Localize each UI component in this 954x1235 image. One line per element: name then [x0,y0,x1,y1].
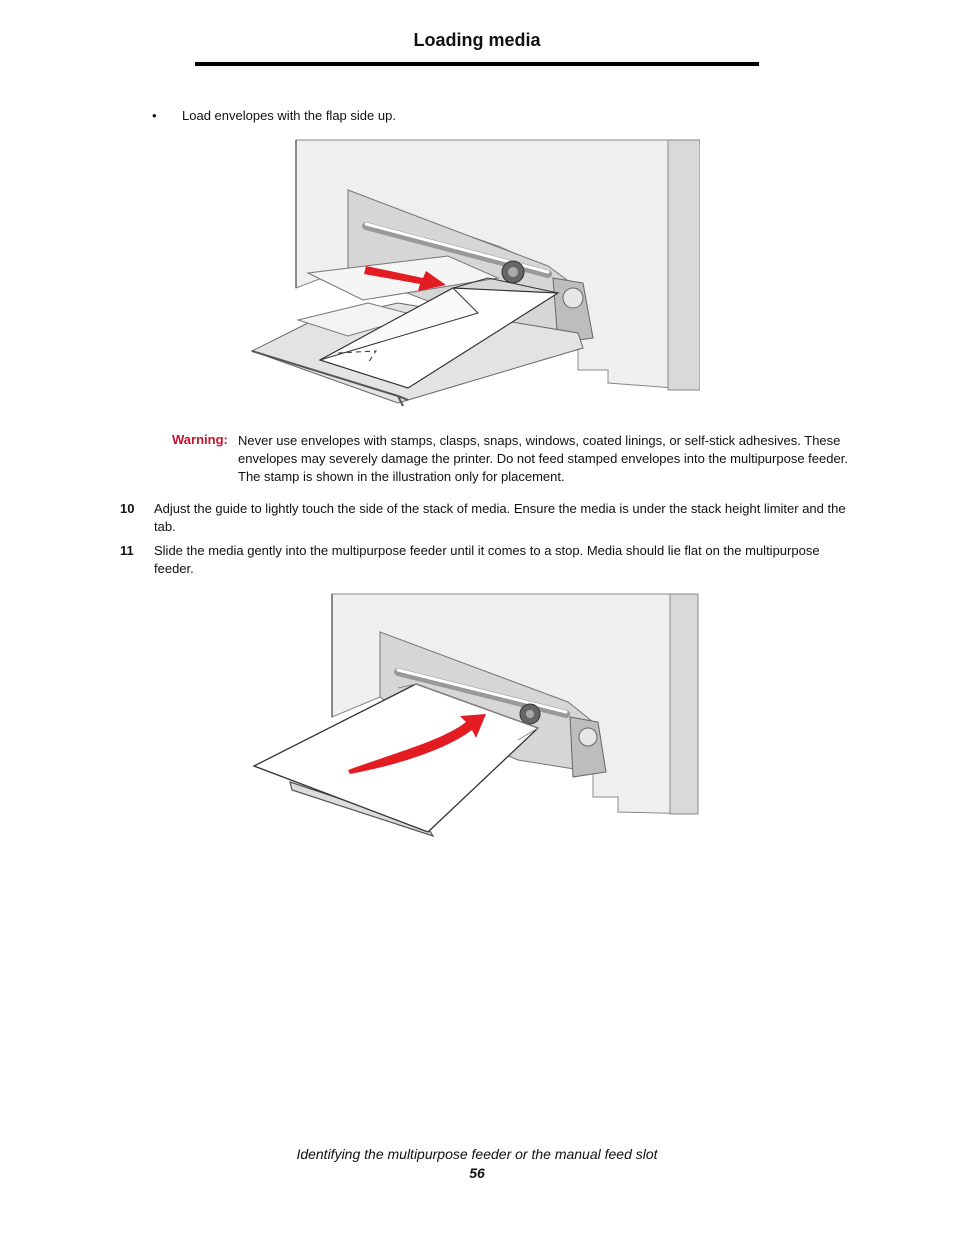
media-insertion-illustration [248,592,700,838]
envelope-loading-illustration [248,138,700,408]
footer-title: Identifying the multipurpose feeder or the manual feed slot [296,1146,658,1162]
step-text: Slide the media gently into the multipurpose feeder until it comes to a stop. Media should lie flat on the multipurpose feeder. [154,543,820,576]
warning-label: Warning: [172,432,228,447]
bullet-symbol: • [152,108,157,123]
step-text: Adjust the guide to lightly touch the side of the stack of media. Ensure the media is under the stack height limiter and the tab. [154,501,846,534]
step-number: 10 [120,501,135,516]
page-title: Loading media [413,30,541,50]
page-number: 56 [469,1165,485,1181]
header-rule [195,62,759,66]
step-number: 11 [120,543,134,558]
bullet-text: Load envelopes with the flap side up. [182,108,396,123]
warning-text: Never use envelopes with stamps, clasps, snaps, windows, coated linings, or self-stick adhesives. These envelopes may severely damage the printer. Do not feed stamped envelopes into the multipurpose feeder. The stamp is shown in the illustration only for placement. [238,433,848,484]
